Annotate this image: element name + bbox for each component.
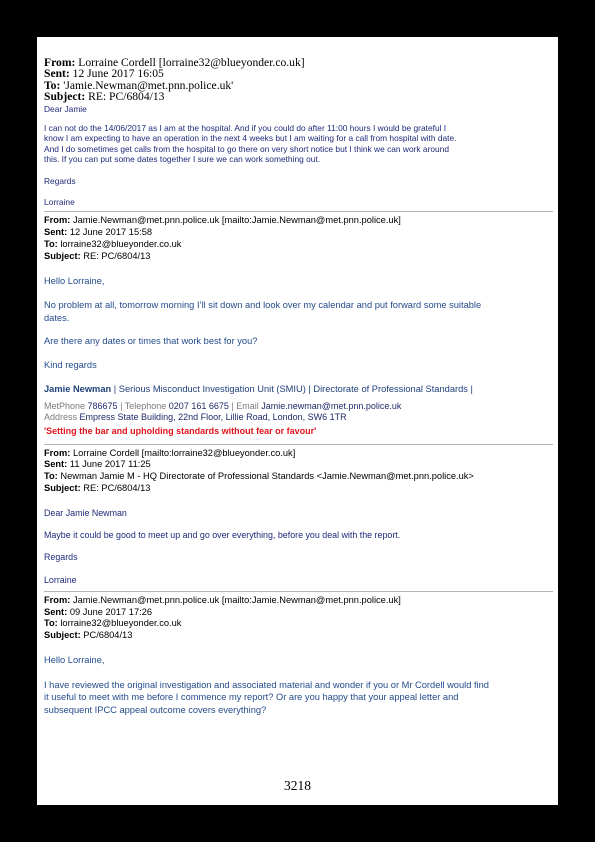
email1-sent: 12 June 2017 16:05 xyxy=(72,67,164,81)
email1-signoff: Lorraine xyxy=(44,197,75,208)
document-page xyxy=(37,37,558,805)
email1-regards: Regards xyxy=(44,175,76,186)
page-number: 3218 xyxy=(284,778,311,793)
email1-header xyxy=(44,57,553,103)
email4-sent-label: Sent: xyxy=(44,606,68,617)
email2-kind-regards: Kind regards xyxy=(44,360,97,371)
email3-sent-label: Sent: xyxy=(44,459,68,470)
email-thread xyxy=(44,57,553,716)
email3-to: Newman Jamie M - HQ Directorate of Professional Standards <Jamie.Newman@met.pnn.police.uk> xyxy=(60,471,474,482)
email2-body-line: No problem at all, tomorrow morning I’ll sit down and look over my calendar and put forward some suitable xyxy=(44,300,482,311)
email4-from-label: From: xyxy=(44,594,71,605)
email3-to-label: To: xyxy=(44,471,58,482)
email4-from: Jamie.Newman@met.pnn.police.uk [mailto:Jamie.Newman@met.pnn.police.uk] xyxy=(72,594,401,605)
email3-from-label: From: xyxy=(44,447,71,458)
address-label: Address xyxy=(44,412,80,423)
email4-body xyxy=(44,654,553,716)
telephone-label: | Telephone xyxy=(117,400,169,411)
email3-from: Lorraine Cordell [mailto:lorraine32@blueyonder.co.uk] xyxy=(72,447,296,458)
email1-body xyxy=(44,104,553,208)
email3-signoff: Lorraine xyxy=(44,574,77,585)
email2-from-label: From: xyxy=(44,215,71,226)
email1-body-line: this. If you can put some dates together I sure we can work something out. xyxy=(44,154,321,165)
signature-motto: 'Setting the bar and upholding standards without fear or favour' xyxy=(44,425,317,436)
email4-subject: PC/6804/13 xyxy=(83,630,133,641)
email3-regards: Regards xyxy=(44,551,78,562)
signature-role: | Serious Misconduct Investigation Unit (SMIU) | Directorate of Professional Standards | xyxy=(111,383,473,394)
email-label: | Email xyxy=(228,400,262,411)
email2-question: Are there any dates or times that work best for you? xyxy=(44,336,258,347)
email4-to-label: To: xyxy=(44,618,58,629)
email2-subject: RE: PC/6804/13 xyxy=(83,250,151,261)
email1-from: Lorraine Cordell [lorraine32@blueyonder.co.uk] xyxy=(78,56,305,69)
email2-to-label: To: xyxy=(44,239,58,250)
signature-address: Empress State Building, 22nd Floor, Lillie Road, London, SW6 1TR xyxy=(79,412,347,423)
email3-body xyxy=(44,508,553,586)
email4-header xyxy=(44,595,553,642)
signature-contact-line xyxy=(44,401,553,413)
divider xyxy=(44,211,553,212)
email4-subject-label: Subject: xyxy=(44,630,81,641)
email1-sent-label: Sent: xyxy=(44,67,70,81)
email2-greeting: Hello Lorraine, xyxy=(44,275,105,286)
email4-body-line: it useful to meet with me before I commence my report? Or are you happy that your appeal letter and xyxy=(44,692,459,703)
divider xyxy=(44,591,553,592)
email4-body-line: I have reviewed the original investigation and associated material and wonder if you or Mr Cordell would find xyxy=(44,679,489,690)
metphone-label: MetPhone xyxy=(44,400,88,411)
email4-greeting: Hello Lorraine, xyxy=(44,655,105,665)
email1-body-line: know I am expecting to have an operation in the next 4 weeks but I am waiting for a call from hospital with date. xyxy=(44,133,457,144)
signature-name: Jamie Newman xyxy=(44,383,112,394)
email1-subject: RE: PC/6804/13 xyxy=(88,90,165,104)
email2-subject-label: Subject: xyxy=(44,250,81,261)
email2-header xyxy=(44,215,553,262)
email3-subject: RE: PC/6804/13 xyxy=(83,483,151,494)
email1-from-label: From: xyxy=(44,56,76,69)
email4-body-line: subsequent IPCC appeal outcome covers everything? xyxy=(44,704,267,715)
signature-email: Jamie.newman@met.pnn.police.uk xyxy=(261,400,402,411)
email2-sent-label: Sent: xyxy=(44,227,68,238)
email1-body-line: And I do sometimes get calls from the hospital to go there on very short notice but I think we can work around xyxy=(44,143,450,154)
email2-to: lorraine32@blueyonder.co.uk xyxy=(60,239,182,250)
email3-subject-label: Subject: xyxy=(44,483,81,494)
signature-name-line xyxy=(44,383,553,395)
email1-body-line: I can not do the 14/06/2017 as I am at the hospital. And if you could do after 11:00 hours I would be grateful I xyxy=(44,123,447,134)
email2-body-line: dates. xyxy=(44,312,70,323)
email1-to-label: To: xyxy=(44,78,61,92)
email4-to: lorraine32@blueyonder.co.uk xyxy=(60,618,182,629)
email3-sent: 11 June 2017 11:25 xyxy=(69,459,151,470)
metphone-number: 786675 xyxy=(87,400,118,411)
signature-address-line xyxy=(44,412,553,424)
email1-subject-label: Subject: xyxy=(44,90,86,104)
email3-header xyxy=(44,448,553,495)
email1-salutation: Dear Jamie xyxy=(44,103,87,114)
email1-to: 'Jamie.Newman@met.pnn.police.uk' xyxy=(63,78,234,92)
divider xyxy=(44,444,553,445)
email3-salutation: Dear Jamie Newman xyxy=(44,507,127,518)
telephone-number: 0207 161 6675 xyxy=(168,400,229,411)
email2-body xyxy=(44,275,553,372)
email3-body-text: Maybe it could be good to meet up and go over everything, before you deal with the report. xyxy=(44,529,401,540)
email2-from: Jamie.Newman@met.pnn.police.uk [mailto:Jamie.Newman@met.pnn.police.uk] xyxy=(72,215,401,226)
email2-sent: 12 June 2017 15:58 xyxy=(69,227,153,238)
email4-sent: 09 June 2017 17:26 xyxy=(69,606,153,617)
